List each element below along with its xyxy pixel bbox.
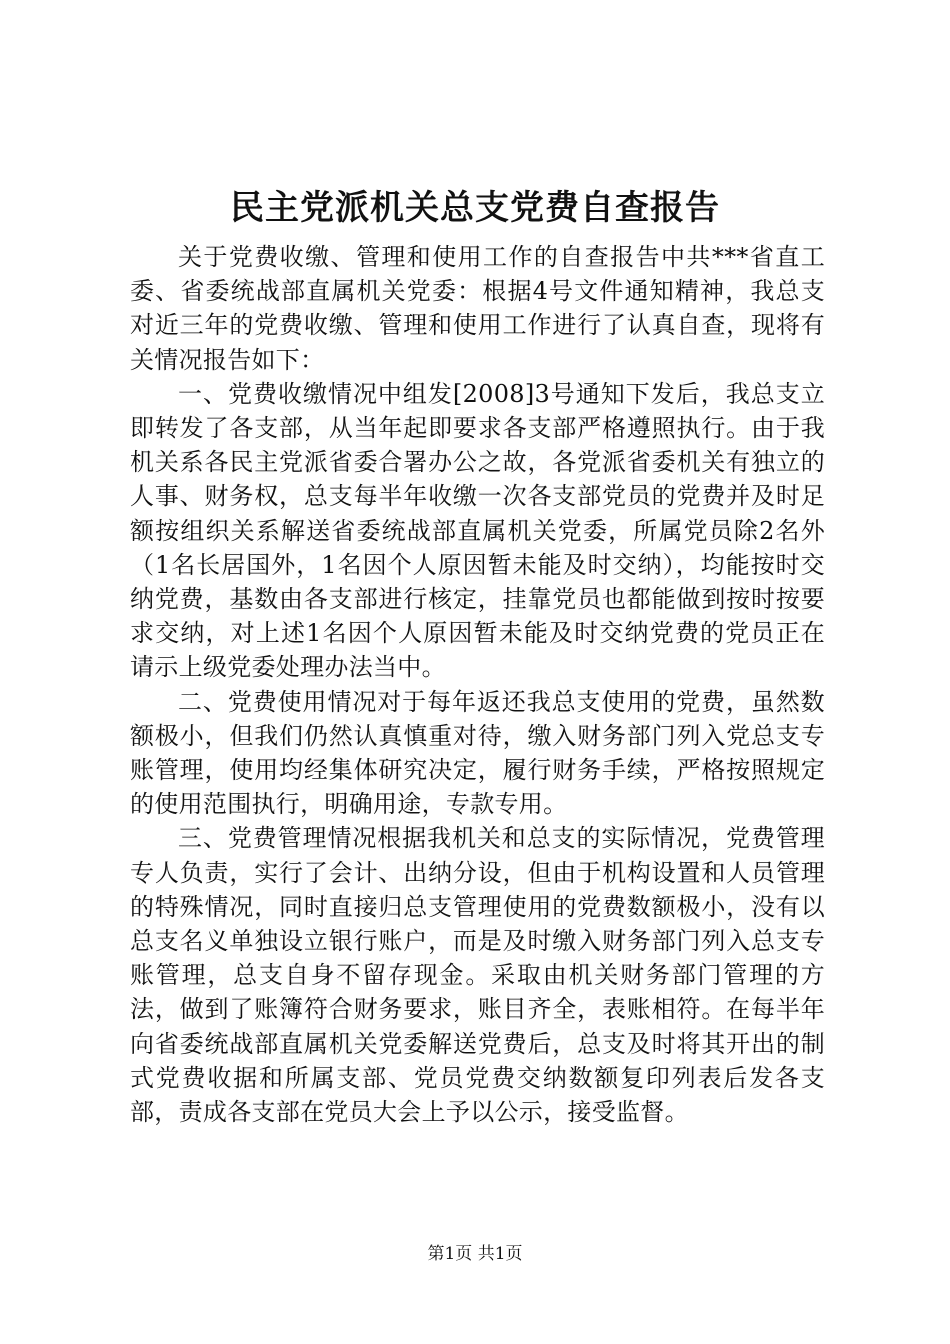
- paragraph-intro: 关于党费收缴、管理和使用工作的自查报告中共***省直工委、省委统战部直属机关党委：根据4号文件通知精神，我总支对近三年的党费收缴、管理和使用工作进行了认真自查，现将有关情况报告如下：: [130, 243, 825, 374]
- document-body: [130, 240, 825, 1129]
- paragraph-dues-management: 三、党费管理情况根据我机关和总支的实际情况，党费管理专人负责，实行了会计、出纳分设，但由于机构设置和人员管理的特殊情况，同时直接归总支管理使用的党费数额极小，没有以总支名义单独设立银行账户，而是及时缴入财务部门列入总支专账管理，总支自身不留存现金。采取由机关财务部门管理的方法，做到了账簿符合财务要求，账目齐全，表账相符。在每半年向省委统战部直属机关党委解送党费后，总支及时将其开出的制式党费收据和所属支部、党员党费交纳数额复印列表后发各支部，责成各支部在党员大会上予以公示，接受监督。: [130, 824, 825, 1127]
- paragraph-dues-collection: 一、党费收缴情况中组发[2008]3号通知下发后，我总支立即转发了各支部，从当年起即要求各支部严格遵照执行。由于我机关系各民主党派省委合署办公之故，各党派省委机关有独立的人事、财务权，总支每半年收缴一次各支部党员的党费并及时足额按组织关系解送省委统战部直属机关党委，所属党员除2名外（1名长居国外，1名因个人原因暂未能及时交纳），均能按时交纳党费，基数由各支部进行核定，挂靠党员也都能做到按时按要求交纳，对上述1名因个人原因暂未能及时交纳党费的党员正在请示上级党委处理办法当中。: [130, 379, 825, 682]
- page-title: 民主党派机关总支党费自查报告: [230, 188, 720, 228]
- page-footer: 第1页 共1页: [427, 1244, 523, 1264]
- paragraph-dues-usage: 二、党费使用情况对于每年返还我总支使用的党费，虽然数额极小，但我们仍然认真慎重对待，缴入财务部门列入党总支专账管理，使用均经集体研究决定，履行财务手续，严格按照规定的使用范围执行，明确用途，专款专用。: [130, 687, 825, 819]
